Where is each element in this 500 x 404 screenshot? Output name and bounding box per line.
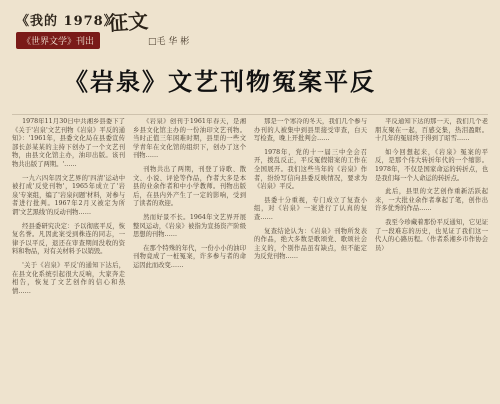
article-header (8, 8, 288, 56)
series-tag: 《世界文学》刊出 (16, 32, 100, 49)
text-column-4 (375, 118, 488, 398)
paragraph: 那是一个寒冷的冬天，我们几个参与办刊的人被集中到县里接受审查，白天写检查，晚上开批判会…… (254, 118, 367, 143)
paragraph: 一九六四年因文艺界的'四清'运动中被打成'反党刊物'，1965年成立了'岩泉'专案组，编了'岩泉问题'材料，对参与者进行批判。1967年2月又被定为所谓'文艺黑线'的反动刊物…… (12, 174, 125, 216)
paragraph: 刊物共出了两期，刊登了诗歌、散文、小说、评论等作品，作者大多是本县的业余作者和中小学教师。刊物出版后，在县内外产生了一定的影响，受到了读者的欢迎。 (133, 165, 246, 208)
series-title: 《我的 1978》 (16, 14, 118, 29)
paragraph: 1978年11月30日中共湘乡县委下了《关于'岩泉'文艺刊物《岩泉》平反的通知》：'1961年，县委文化局在县委宣传部长彭某某的主持下创办了一个文艺刊物，由县文化馆主办，油印出版。该刊物共出版了两期。'…… (12, 118, 125, 168)
author-byline: □毛 华 彬 (148, 37, 190, 47)
paragraph: 我至今珍藏着那份平反通知，它见证了一段难忘的历史，也见证了我们这一代人的心路历程。（作者系湘乡市作协会员） (375, 218, 488, 252)
paragraph: 平反通知下达的那一天，我们几个老朋友聚在一起，百感交集，热泪盈眶。十几年的冤屈终于得到了昭雪…… (375, 118, 488, 143)
paragraph: 经县委研究决定：予以彻底平反，恢复名誉。凡因此案受到株连的同志，一律予以平反，退还在审查期间没收的资料和物品，对有关材料予以销毁。 (12, 222, 125, 256)
divider (12, 114, 488, 115)
column-title: 征文 (107, 8, 149, 36)
article-body (12, 118, 488, 398)
text-column-3 (254, 118, 367, 398)
paragraph: 在那个特殊的年代，一份小小的油印刊物竟成了一桩冤案，许多参与者的命运因此而改变…… (133, 244, 246, 269)
text-column-2 (133, 118, 246, 398)
article-title: 《岩泉》文艺刊物冤案平反 (64, 68, 376, 96)
paragraph: 此后，县里的文艺创作重新活跃起来，一大批业余作者拿起了笔，创作出许多优秀的作品…… (375, 188, 488, 213)
paragraph: 县委十分重视，专门成立了复查小组，对《岩泉》一案进行了认真的复查…… (254, 196, 367, 221)
paragraph: 1978年，党的十一届三中全会召开，拨乱反正，平反冤假错案的工作在全国展开。我们这些当年的《岩泉》作者，纷纷写信向县委反映情况，要求为《岩泉》平反。 (254, 148, 367, 191)
paragraph: 复查结论认为：《岩泉》刊物所发表的作品，绝大多数是歌颂党、歌颂社会主义的，个别作品虽有缺点，但不能定为反党刊物…… (254, 227, 367, 261)
paragraph: 如今回想起来，《岩泉》冤案的平反，是那个伟大转折年代的一个缩影。1978年，不仅是国家命运的转折点，也是我们每一个人命运的转折点。 (375, 148, 488, 182)
text-column-1 (12, 118, 125, 398)
paragraph: '关于《岩泉》平反'的通知下达后，在县文化系统引起很大反响，大家奔走相告，恢复了文艺创作的信心和热情…… (12, 261, 125, 295)
paragraph: 然而好景不长。1964年文艺界开展整风运动，《岩泉》被指为宣扬资产阶级思想的刊物…… (133, 213, 246, 239)
paragraph: 《岩泉》创刊于1961年春天，是湘乡县文化馆主办的一份油印文艺刊物。当时正值三年困难时期，县里的一些文学青年在文化馆的组织下，创办了这个刊物…… (133, 118, 246, 160)
